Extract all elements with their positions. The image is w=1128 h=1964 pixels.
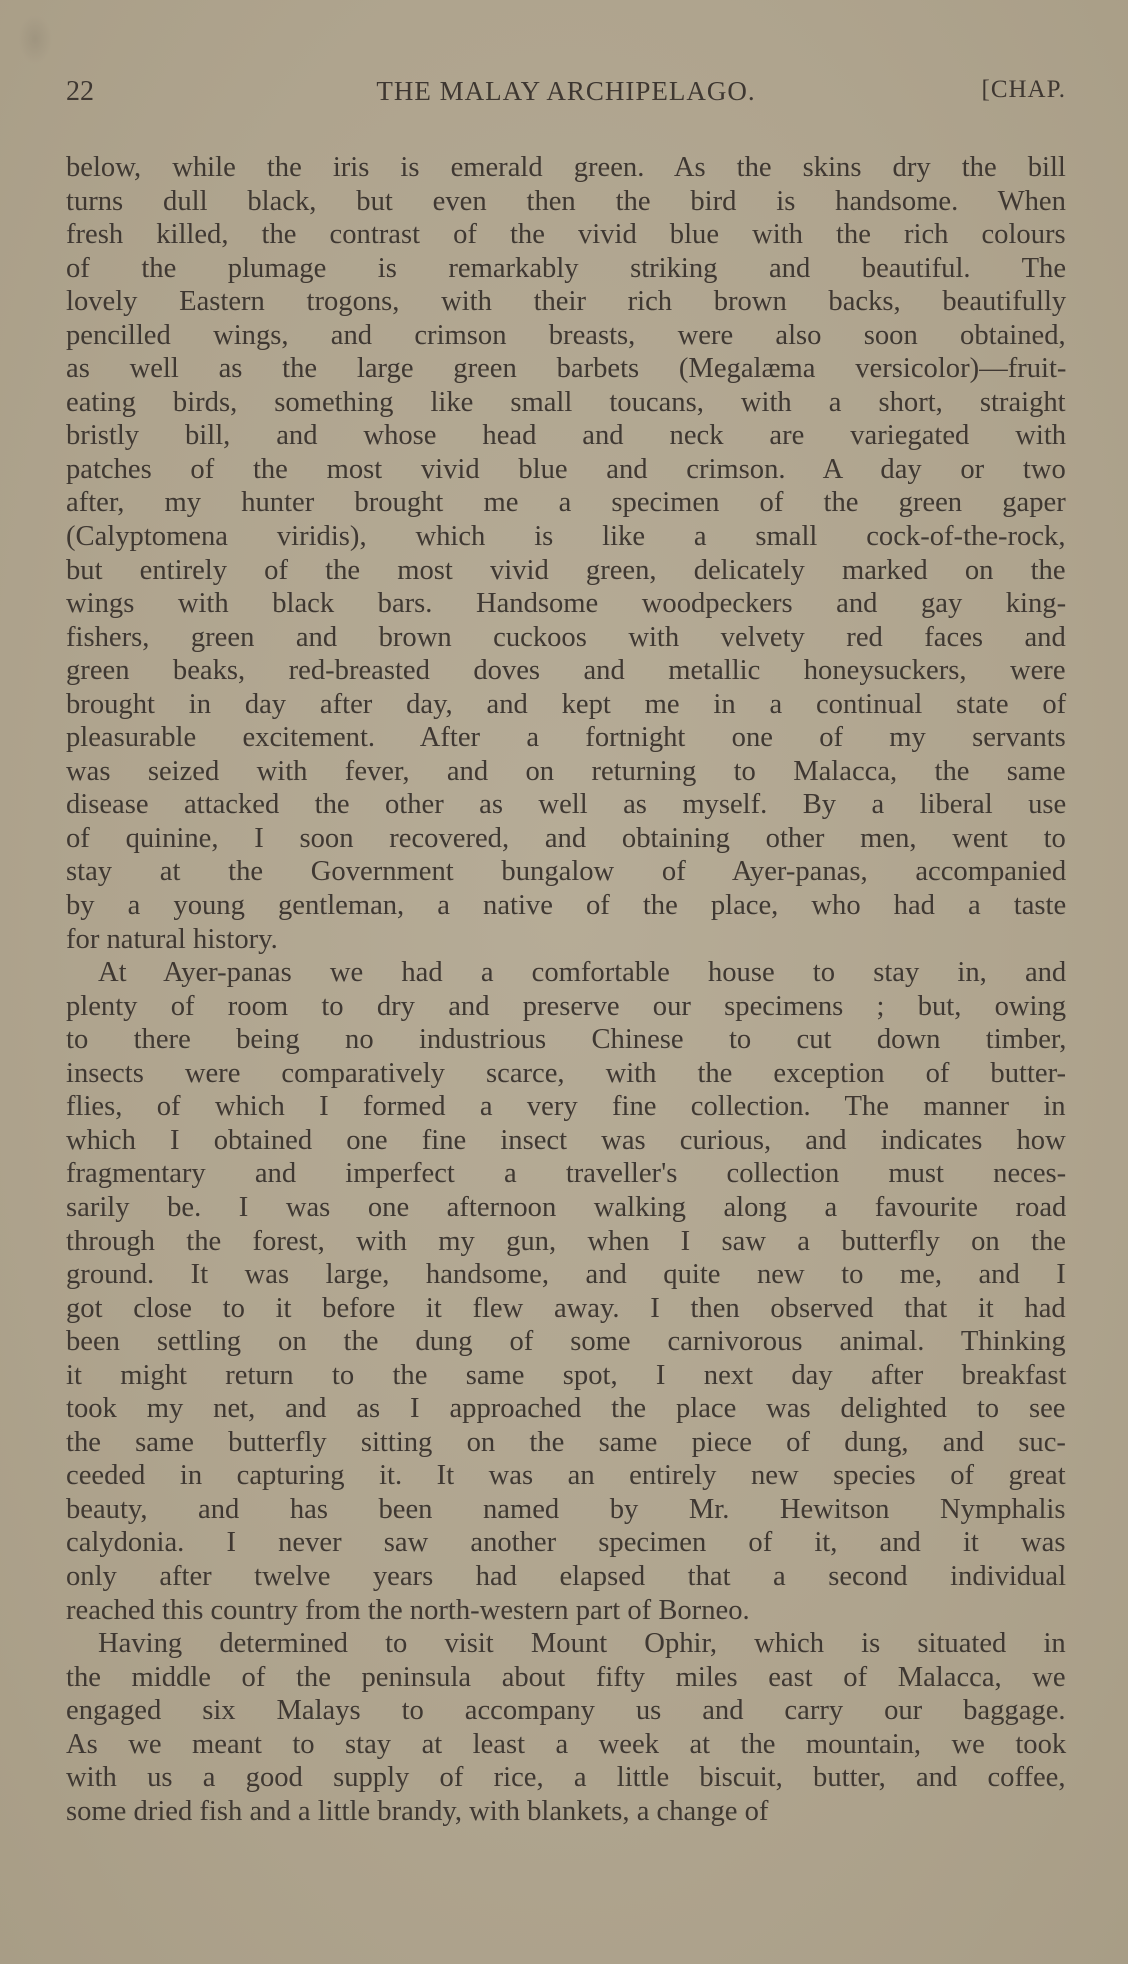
text-line: insects were comparatively scarce, with the exception of butter- — [66, 1057, 1067, 1089]
text-line: ceeded in capturing it. It was an entirely new species of great — [66, 1460, 1066, 1492]
running-title: THE MALAY ARCHIPELAGO. — [376, 76, 756, 106]
text-line: beauty, and has been named by Mr. Hewitson Nymphalis — [66, 1493, 1066, 1525]
text-line: flies, of which I formed a very fine collection. The manner in — [66, 1091, 1066, 1123]
text-line: ground. It was large, handsome, and quite new to me, and I — [66, 1259, 1066, 1291]
text-line: for natural history. — [66, 923, 278, 955]
chapter-mark: [CHAP. — [981, 76, 1066, 103]
text-line: As we meant to stay at least a week at the mountain, we took — [66, 1728, 1067, 1760]
text-line: but entirely of the most vivid green, delicately marked on the — [66, 554, 1066, 586]
text-line: below, while the iris is emerald green. As the skins dry the bill — [66, 152, 1066, 183]
text-line: At Ayer-panas we had a comfortable house to stay in, and — [98, 957, 1067, 989]
text-line: plenty of room to dry and preserve our specimens ; but, owing — [66, 990, 1067, 1022]
page-number: 22 — [66, 76, 94, 107]
text-line: through the forest, with my gun, when I saw a butterfly on the — [66, 1225, 1066, 1257]
text-line: some dried fish and a little brandy, with blankets, a change of — [66, 1795, 769, 1827]
text-line: of quinine, I soon recovered, and obtaining other men, went to — [66, 822, 1066, 854]
text-line: (Calyptomena viridis), which is like a small cock-of-the-rock, — [66, 521, 1066, 553]
text-line: green beaks, red-breasted doves and metallic honeysuckers, were — [66, 655, 1066, 687]
text-line: the middle of the peninsula about fifty miles east of Malacca, we — [66, 1661, 1066, 1693]
text-line: only after twelve years had elapsed that a second individual — [66, 1560, 1067, 1592]
text-line: stay at the Government bungalow of Ayer-panas, accompanied — [66, 856, 1067, 888]
text-line: fishers, green and brown cuckoos with velvety red faces and — [66, 621, 1066, 653]
text-line: by a young gentleman, a native of the place, who had a taste — [66, 890, 1067, 922]
page-header — [66, 76, 1066, 116]
body-text — [66, 151, 1066, 1828]
text-line: to there being no industrious Chinese to cut down timber, — [66, 1024, 1067, 1056]
text-line: engaged six Malays to accompany us and carry our baggage. — [66, 1695, 1066, 1727]
page-smudge — [18, 14, 52, 64]
text-line: which I obtained one fine insect was curious, and indicates how — [66, 1124, 1066, 1156]
text-line: sarily be. I was one afternoon walking along a favourite road — [66, 1191, 1067, 1223]
text-line: lovely Eastern trogons, with their rich brown backs, beautifully — [66, 286, 1067, 318]
text-line: disease attacked the other as well as myself. By a liberal use — [66, 789, 1067, 821]
text-line: been settling on the dung of some carnivorous animal. Thinking — [66, 1326, 1066, 1358]
text-line: after, my hunter brought me a specimen of the green gaper — [66, 487, 1066, 519]
text-line: calydonia. I never saw another specimen of it, and it was — [66, 1527, 1066, 1559]
text-line: eating birds, something like small toucans, with a short, straight — [66, 386, 1066, 418]
text-line: fragmentary and imperfect a traveller's collection must neces- — [66, 1158, 1067, 1190]
text-line: it might return to the same spot, I next day after breakfast — [66, 1359, 1067, 1391]
text-line: the same butterfly sitting on the same piece of dung, and suc- — [66, 1426, 1066, 1458]
text-line: with us a good supply of rice, a little biscuit, butter, and coffee, — [66, 1762, 1066, 1794]
text-line: as well as the large green barbets (Megalæma versicolor)—fruit- — [66, 353, 1067, 385]
text-line: fresh killed, the contrast of the vivid blue with the rich colours — [66, 219, 1066, 251]
text-line: wings with black bars. Handsome woodpeckers and gay king- — [66, 588, 1067, 620]
text-line: pencilled wings, and crimson breasts, were also soon obtained, — [66, 319, 1066, 351]
text-line: took my net, and as I approached the place was delighted to see — [66, 1393, 1066, 1425]
text-line: turns dull black, but even then the bird is handsome. When — [66, 185, 1066, 217]
text-line: of the plumage is remarkably striking and beautiful. The — [66, 252, 1067, 284]
text-line: brought in day after day, and kept me in a continual state of — [66, 688, 1067, 720]
text-line: patches of the most vivid blue and crimson. A day or two — [66, 453, 1066, 485]
text-line: bristly bill, and whose head and neck are variegated with — [66, 420, 1067, 452]
text-line: reached this country from the north-western part of Borneo. — [66, 1594, 750, 1626]
text-line: pleasurable excitement. After a fortnight one of my servants — [66, 722, 1066, 754]
text-line: got close to it before it flew away. I then observed that it had — [66, 1292, 1066, 1324]
text-line: was seized with fever, and on returning to Malacca, the same — [66, 755, 1066, 787]
text-line: Having determined to visit Mount Ophir, which is situated in — [98, 1628, 1066, 1660]
